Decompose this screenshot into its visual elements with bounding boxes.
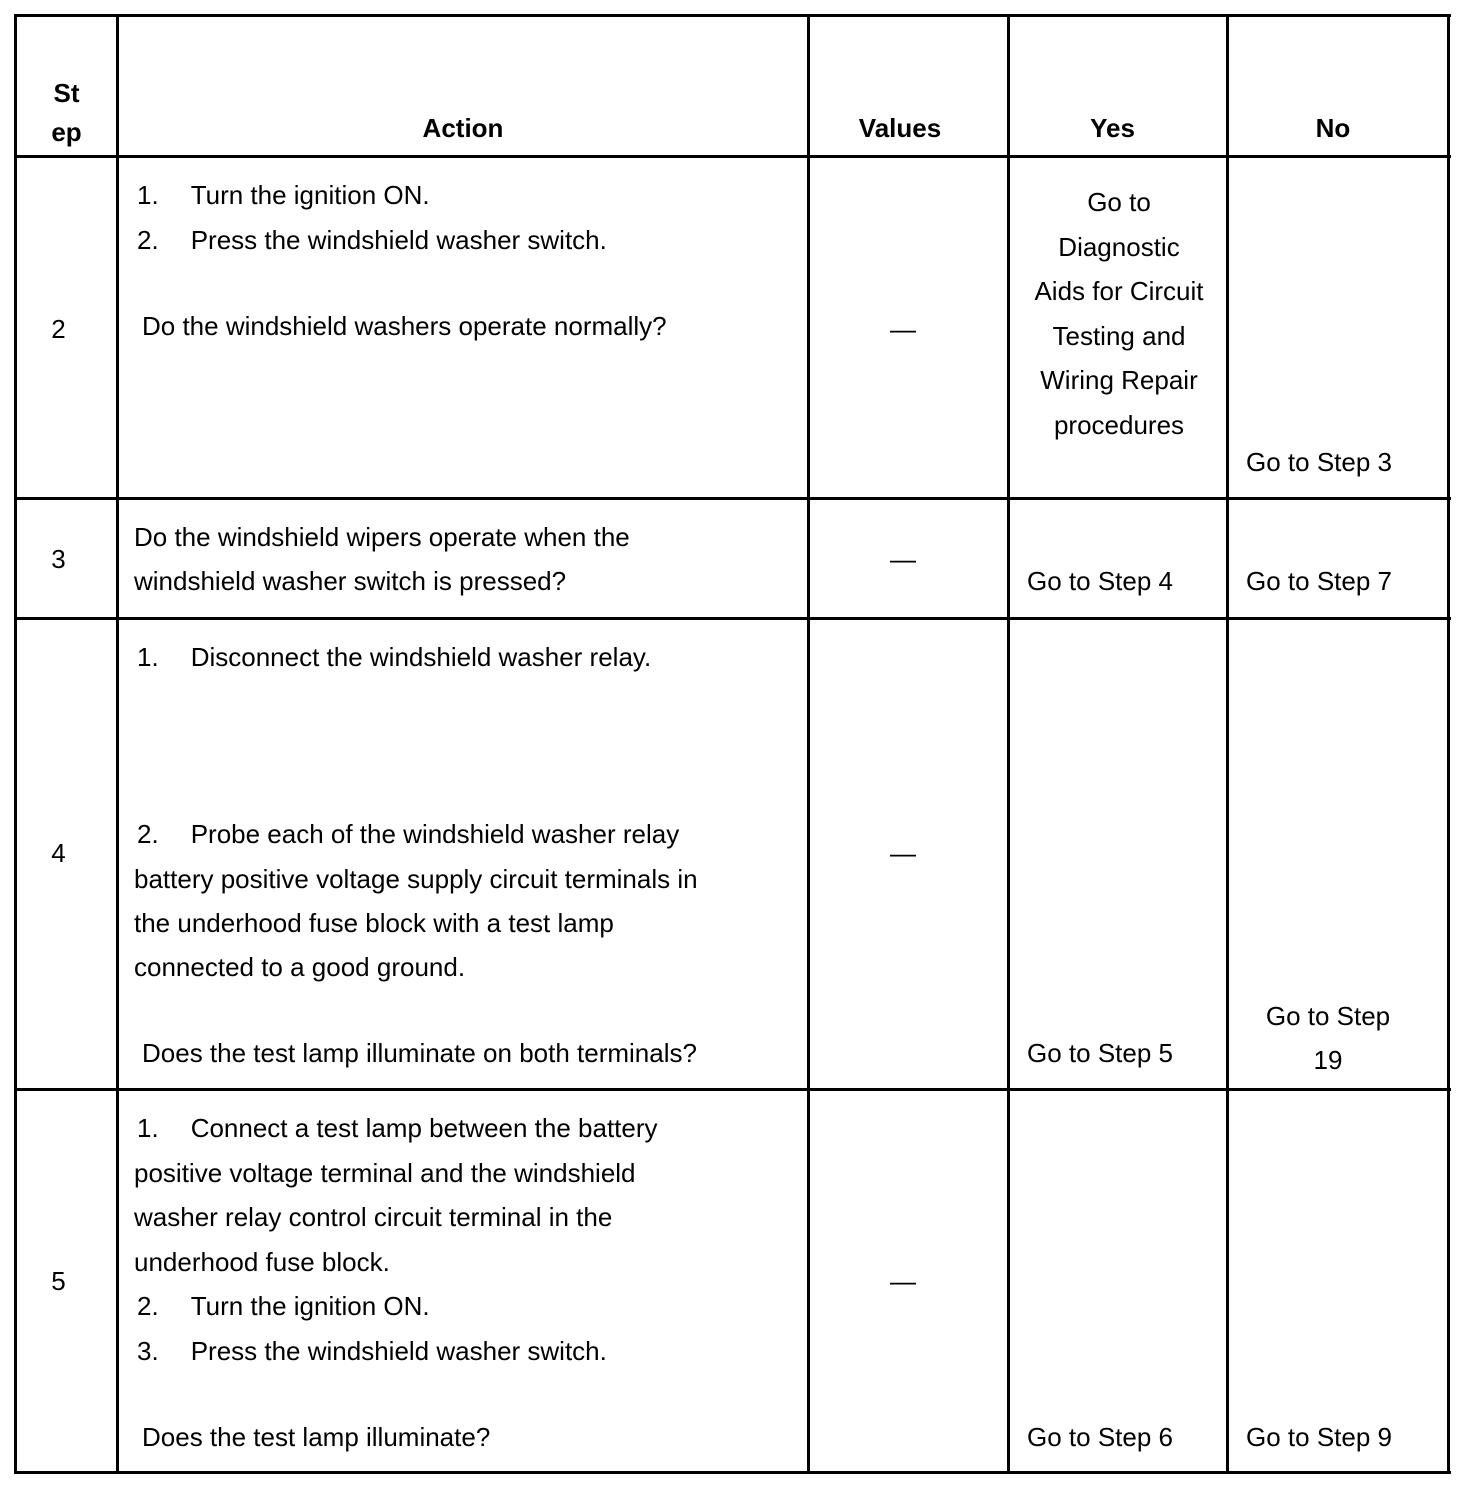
table-border-bottom <box>14 1471 1451 1474</box>
header-no: No <box>1315 113 1351 143</box>
table-border-left <box>14 14 17 1474</box>
action-text: connected to a good ground. <box>134 952 466 982</box>
value-cell: — <box>890 1266 916 1296</box>
action-text: battery positive voltage supply circuit terminals in <box>134 864 698 894</box>
action-item: 1. Turn the ignition ON. <box>137 180 430 210</box>
step-number: 5 <box>51 1266 66 1296</box>
step-number: 4 <box>51 838 66 868</box>
yes-cell: Go to Step 4 <box>1027 566 1173 596</box>
yes-cell: Go to Step 5 <box>1027 1038 1173 1068</box>
action-item: 3. Press the windshield washer switch. <box>137 1336 607 1366</box>
action-text: windshield washer switch is pressed? <box>134 566 567 596</box>
action-item: 2. Turn the ignition ON. <box>137 1291 430 1321</box>
no-cell: Go to Step 3 <box>1246 447 1392 477</box>
header-divider <box>14 155 1451 158</box>
table-border-top <box>14 14 1451 17</box>
yes-cell: Go to Step 6 <box>1027 1422 1173 1452</box>
step-number: 2 <box>51 314 66 344</box>
value-cell: — <box>890 314 916 344</box>
action-question: Does the test lamp illuminate on both terminals? <box>142 1038 697 1068</box>
action-item: 1. Disconnect the windshield washer relay. <box>137 642 652 672</box>
action-text: Do the windshield wipers operate when the <box>134 522 630 552</box>
value-cell: — <box>890 544 916 574</box>
no-cell: Go to Step 9 <box>1246 1422 1392 1452</box>
column-divider <box>116 14 119 1474</box>
step-number: 3 <box>51 544 66 574</box>
table-border-right <box>1447 14 1450 1474</box>
action-text: underhood fuse block. <box>134 1247 390 1277</box>
yes-cell: Go to Diagnostic Aids for Circuit Testing and Wiring Repair procedures <box>1034 187 1204 440</box>
action-item: 2. Press the windshield washer switch. <box>137 225 607 255</box>
header-step: St ep <box>51 78 82 147</box>
action-question: Does the test lamp illuminate? <box>142 1422 491 1452</box>
action-item: 2. Probe each of the windshield washer relay <box>137 819 680 849</box>
header-values: Values <box>858 113 942 143</box>
row-divider <box>14 617 1451 620</box>
header-yes: Yes <box>1090 113 1135 143</box>
header-action: Action <box>422 113 504 143</box>
row-divider <box>14 497 1451 500</box>
action-item: 1. Connect a test lamp between the battery <box>137 1113 658 1143</box>
column-divider <box>807 14 810 1474</box>
action-text: positive voltage terminal and the windshield <box>134 1158 636 1188</box>
action-question: Do the windshield washers operate normally? <box>142 311 667 341</box>
value-cell: — <box>890 838 916 868</box>
action-text: the underhood fuse block with a test lamp <box>134 908 614 938</box>
action-text: washer relay control circuit terminal in the <box>134 1202 613 1232</box>
no-cell: Go to Step 19 <box>1265 1001 1391 1075</box>
row-divider <box>14 1088 1451 1091</box>
no-cell: Go to Step 7 <box>1246 566 1392 596</box>
